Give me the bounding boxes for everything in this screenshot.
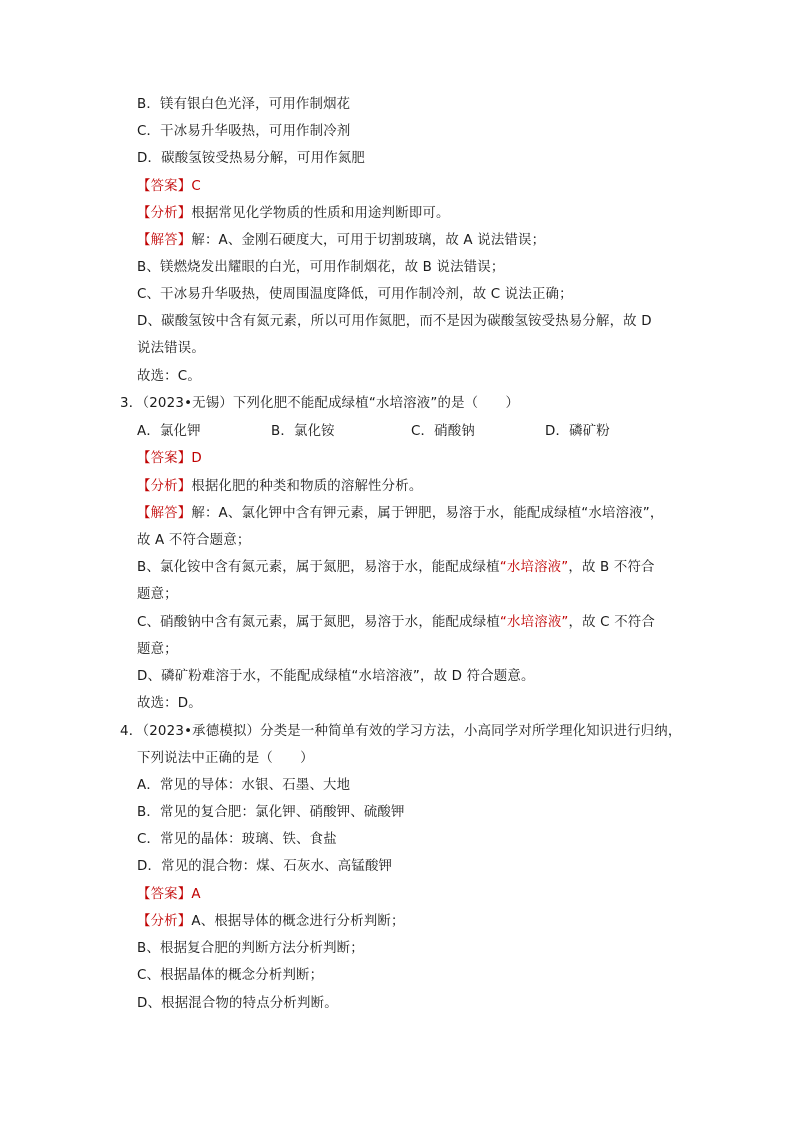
q2-solution-line: B、镁燃烧发出耀眼的白光，可用作制烟花，故 B 说法错误； xyxy=(137,260,505,275)
q4-analysis xyxy=(137,913,405,931)
q2-option-b: B．镁有银白色光泽，可用作制烟花 xyxy=(137,97,351,112)
q4-stem: 4．（2023•承德模拟）分类是一种简单有效的学习方法，小高同学对所学理化知识进行归纳， xyxy=(120,724,682,739)
q2-solution-line: D、碳酸氢铵中含有氮元素，所以可用作氮肥，而不是因为碳酸氢铵受热易分解，故 D xyxy=(137,314,652,329)
q2-solution-line: C、干冰易升华吸热，使周围温度降低，可用作制冷剂，故 C 说法正确； xyxy=(137,287,573,302)
q3-solution-line xyxy=(137,559,655,577)
analysis-text: 根据化肥的种类和物质的溶解性分析。 xyxy=(191,479,423,494)
q4-option-d: D．常见的混合物：煤、石灰水、高锰酸钾 xyxy=(137,859,393,874)
answer-value: C xyxy=(191,179,201,194)
q3-choice: 故选：D。 xyxy=(137,696,202,711)
solution-tag: 【解答】 xyxy=(137,506,192,521)
q4-analysis-line: D、根据混合物的特点分析判断。 xyxy=(137,996,338,1011)
q4-answer xyxy=(137,886,201,904)
solution-tag: 【解答】 xyxy=(137,233,192,248)
q3-solution-line: D、磷矿粉难溶于水，不能配成绿植“水培溶液”，故 D 符合题意。 xyxy=(137,669,535,684)
solution-text: ，故 C 不符合 xyxy=(568,615,655,630)
q2-analysis xyxy=(137,205,450,223)
analysis-tag: 【分析】 xyxy=(137,914,192,929)
q4-stem-line: 下列说法中正确的是（ ） xyxy=(137,751,314,766)
q2-option-c: C．干冰易升华吸热，可用作制冷剂 xyxy=(137,124,351,139)
analysis-text: A、根据导体的概念进行分析判断； xyxy=(191,914,405,929)
q3-stem: 3．（2023•无锡）下列化肥不能配成绿植“水培溶液”的是（ ） xyxy=(120,396,520,411)
analysis-text: 根据常见化学物质的性质和用途判断即可。 xyxy=(191,206,450,221)
solution-text: 解：A、金刚石硬度大，可用于切割玻璃，故 A 说法错误； xyxy=(191,233,546,248)
q2-solution-line: 说法错误。 xyxy=(137,341,205,356)
q3-options xyxy=(137,423,657,441)
q4-option-c: C．常见的晶体：玻璃、铁、食盐 xyxy=(137,832,337,847)
q3-option-b: B．氯化铵 xyxy=(271,424,335,439)
q3-analysis xyxy=(137,478,422,496)
solution-text: ，故 B 不符合 xyxy=(568,560,655,575)
answer-tag: 【答案】 xyxy=(137,887,192,902)
analysis-tag: 【分析】 xyxy=(137,206,192,221)
q3-solution-line: 故 A 不符合题意； xyxy=(137,533,251,548)
q4-option-b: B．常见的复合肥：氯化钾、硝酸钾、硫酸钾 xyxy=(137,805,405,820)
q3-answer xyxy=(137,450,202,468)
highlighted-phrase: “水培溶液” xyxy=(499,560,569,575)
q2-option-d: D．碳酸氢铵受热易分解，可用作氮肥 xyxy=(137,151,365,166)
answer-tag: 【答案】 xyxy=(137,179,192,194)
q3-solution-line: 题意； xyxy=(137,642,178,657)
answer-value: D xyxy=(191,451,202,466)
q4-analysis-line: B、根据复合肥的判断方法分析判断； xyxy=(137,941,364,956)
q2-solution xyxy=(137,232,545,250)
q3-solution-line: 题意； xyxy=(137,587,178,602)
q3-option-d: D．磷矿粉 xyxy=(545,424,610,439)
q4-option-a: A．常见的导体：水银、石墨、大地 xyxy=(137,778,351,793)
solution-text: 解：A、氯化钾中含有钾元素，属于钾肥，易溶于水，能配成绿植“水培溶液”， xyxy=(191,506,664,521)
q3-solution-line xyxy=(137,614,655,632)
q3-option-c: C．硝酸钠 xyxy=(411,424,475,439)
q3-solution xyxy=(137,505,664,523)
q3-option-a: A．氯化钾 xyxy=(137,424,201,439)
analysis-tag: 【分析】 xyxy=(137,479,192,494)
q2-answer xyxy=(137,178,201,196)
q4-analysis-line: C、根据晶体的概念分析判断； xyxy=(137,968,324,983)
solution-text: B、氯化铵中含有氮元素，属于氮肥，易溶于水，能配成绿植 xyxy=(137,560,500,575)
q2-choice: 故选：C。 xyxy=(137,369,201,384)
answer-tag: 【答案】 xyxy=(137,451,192,466)
solution-text: C、硝酸钠中含有氮元素，属于氮肥，易溶于水，能配成绿植 xyxy=(137,615,500,630)
answer-value: A xyxy=(191,887,201,902)
highlighted-phrase: “水培溶液” xyxy=(499,615,569,630)
